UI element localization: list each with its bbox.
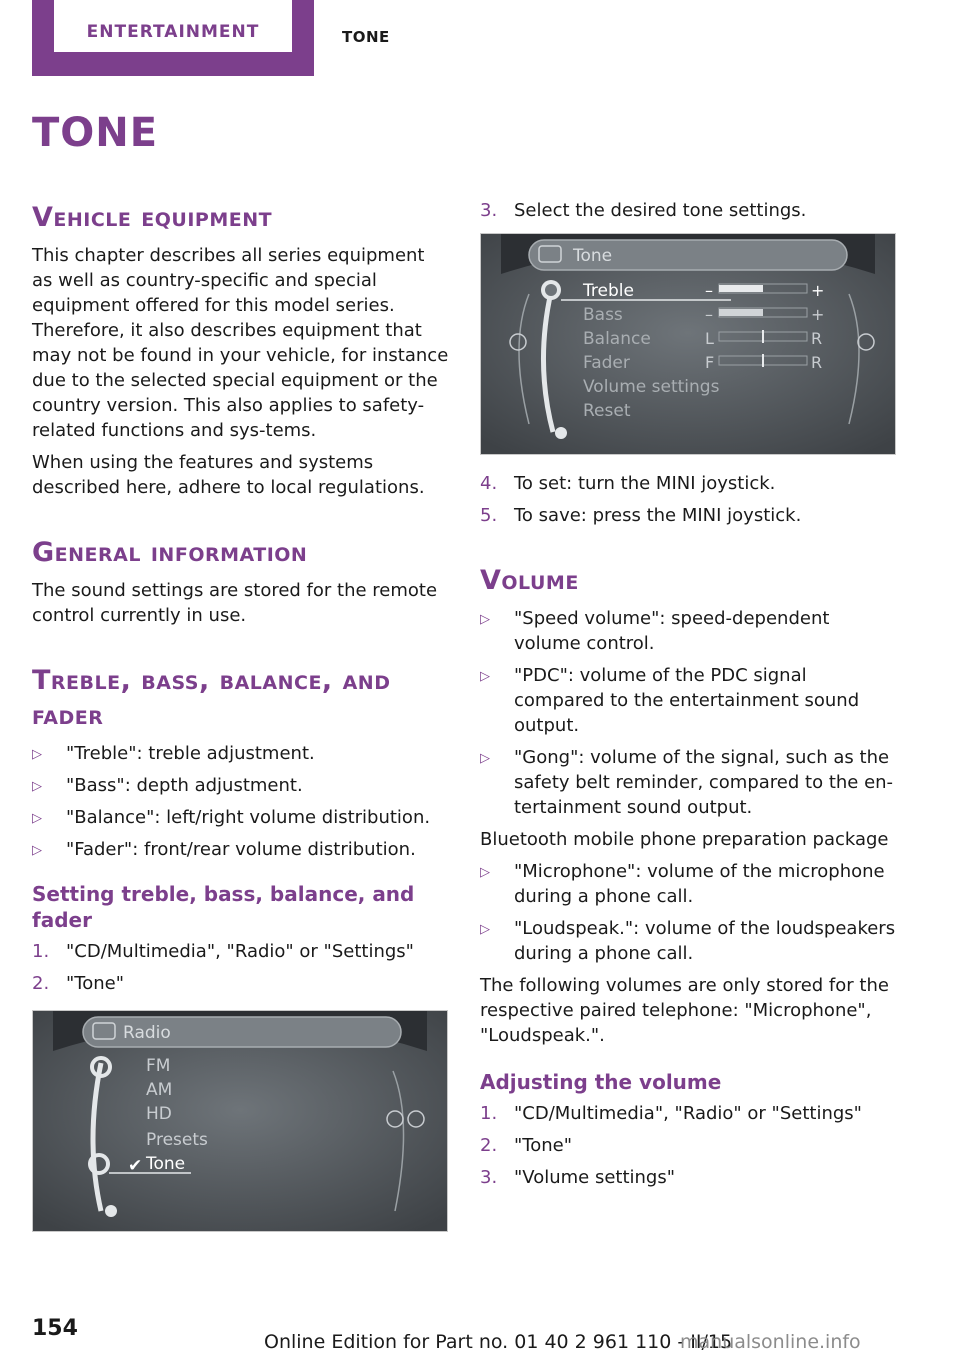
svg-text:Fader: Fader [583,353,630,373]
vehicle-equipment-paragraph-1: This chapter describes all series equipment as well as country-specific and special equipment offered for this model series. Therefore, it also describes equipment that may not be found in your vehicle, for instance due to the selected special equipment or the country version. This also applies to safety-related functions and sys-tems. [32,245,449,441]
triangle-bullet-icon: ▷ [32,811,42,826]
step-item: 2. "Tone" [480,1135,572,1156]
step-item: 3. "Volume settings" [480,1167,676,1188]
general-information-heading: General information [32,537,308,568]
general-information-paragraph: The sound settings are stored for the remote control currently in use. [32,580,438,626]
select-step [480,198,900,223]
list-item: ▷ "Treble": treble adjustment. [32,741,450,766]
svg-text:Radio: Radio [123,1023,171,1043]
triangle-bullet-icon: ▷ [480,865,490,880]
right-column [480,198,900,1197]
list-item: ▷ "Loudspeak.": volume of the loudspeakers during a phone call. [480,918,896,964]
svg-text:Bass: Bass [583,305,623,325]
svg-text:F: F [705,353,715,372]
bluetooth-volume-list [480,859,900,966]
svg-text:–: – [705,305,713,324]
vehicle-equipment-heading: Vehicle equipment [32,202,273,233]
setting-steps [32,939,450,996]
svg-text:Tone: Tone [146,1154,186,1174]
svg-text:Presets: Presets [146,1130,208,1150]
svg-text:L: L [705,329,714,348]
check-icon: ✔ [128,1156,143,1176]
svg-text:+: + [811,305,825,324]
setting-heading: Setting treble, bass, balance, and fader [32,882,415,932]
step-item: 1. "CD/Multimedia", "Radio" or "Settings" [480,1103,862,1124]
svg-text:R: R [811,329,823,348]
section-tab-label: ENTERTAINMENT [86,22,260,42]
tone-menu-screen [481,234,895,454]
svg-text:R: R [811,353,823,372]
radio-menu-screenshot [32,1010,448,1232]
step-item: 1. "CD/Multimedia", "Radio" or "Settings" [32,941,414,962]
volume-list [480,606,900,820]
adjust-steps [480,1101,900,1190]
edition-text: Online Edition for Part no. 01 40 2 961 110 - II/15 [264,1331,733,1353]
list-item: ▷ "Speed volume": speed-dependent volume control. [480,608,830,654]
svg-text:AM: AM [146,1080,173,1100]
svg-text:+: + [811,281,825,300]
svg-text:HD: HD [146,1104,172,1124]
triangle-bullet-icon: ▷ [480,669,490,684]
list-item: ▷ "Bass": depth adjustment. [32,773,450,798]
svg-text:Treble: Treble [583,281,634,301]
stored-volumes-text: The following volumes are only stored for the respective paired telephone: "Microphone", "Loudspeak.". [480,975,889,1046]
treble-bass-heading: Treble, bass, balance, and fader [32,665,391,731]
radio-menu-screen [33,1011,447,1231]
list-item: ▷ "Microphone": volume of the microphone during a phone call. [480,861,885,907]
volume-heading: Volume [480,565,579,596]
list-item: ▷ "Fader": front/rear volume distribution. [32,837,450,862]
watermark: manualsonline.info [680,1331,861,1353]
list-item: ▷ "Balance": left/right volume distribution. [32,805,450,830]
svg-text:FM: FM [146,1056,171,1076]
section-tab [32,0,314,76]
list-item: ▷ "PDC": volume of the PDC signal compared to the entertainment sound output. [480,665,860,736]
page-tab-label: TONE [342,28,390,46]
triangle-bullet-icon: ▷ [480,922,490,937]
svg-text:Tone: Tone [573,246,613,266]
vehicle-equipment-paragraph-2: When using the features and systems described here, adhere to local regulations. [32,452,425,498]
tone-menu-screenshot [480,233,896,455]
set-save-steps [480,471,900,528]
list-item: ▷ "Gong": volume of the signal, such as the safety belt reminder, compared to the en-tertainment sound output. [480,747,894,818]
tone-options-list [32,741,450,862]
bluetooth-package-text: Bluetooth mobile phone preparation package [480,829,889,850]
svg-text:Reset: Reset [583,401,631,421]
triangle-bullet-icon: ▷ [480,612,490,627]
left-column [32,200,450,1248]
svg-text:Balance: Balance [583,329,651,349]
step-item: 3. Select the desired tone settings. [480,200,807,221]
triangle-bullet-icon: ▷ [32,843,42,858]
step-item: 2. "Tone" [32,973,124,994]
triangle-bullet-icon: ▷ [480,751,490,766]
triangle-bullet-icon: ▷ [32,747,42,762]
svg-text:Volume settings: Volume settings [583,377,720,397]
step-item: 5. To save: press the MINI joystick. [480,505,802,526]
adjusting-volume-heading: Adjusting the volume [480,1070,722,1094]
svg-text:–: – [705,281,713,300]
page-number: 154 [32,1316,78,1341]
page-title: TONE [32,110,159,156]
step-item: 4. To set: turn the MINI joystick. [480,473,776,494]
triangle-bullet-icon: ▷ [32,779,42,794]
